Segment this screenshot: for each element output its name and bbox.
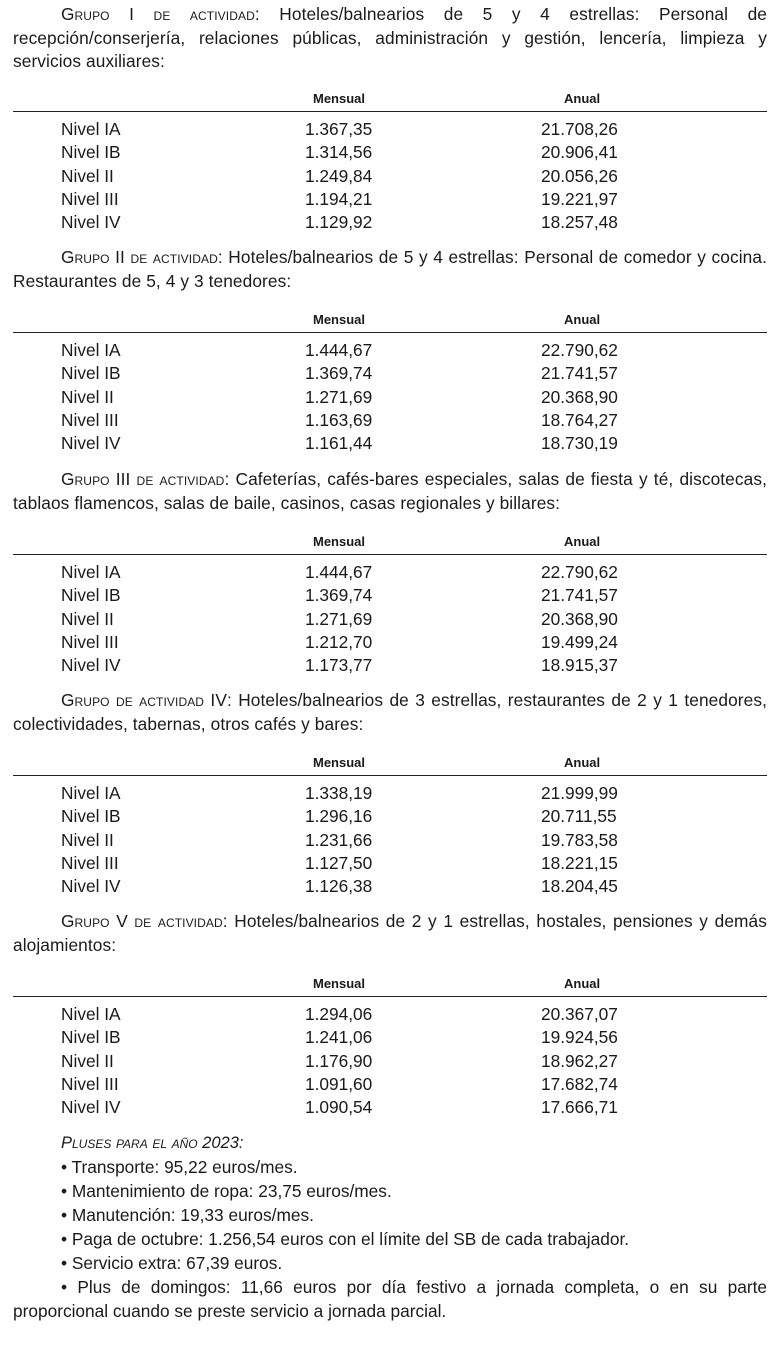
nivel-cell: Nivel II [61,608,114,629]
table-row [13,1096,767,1119]
nivel-cell: Nivel IV [61,433,121,454]
group-2 [13,246,767,293]
mensual-cell: 1.090,54 [305,1097,373,1118]
table-row [13,409,767,432]
nivel-cell: Nivel III [61,188,119,209]
anual-cell: 17.682,74 [541,1073,618,1094]
pluses-item-manutencion: • Manutención: 19,33 euros/mes. [61,1205,314,1225]
anual-cell: 19.499,24 [541,631,618,652]
anual-cell: 20.056,26 [541,165,618,186]
group-1-text: : Hoteles/balnearios de 5 y 4 estrellas: Personal de recepción/conserjería, relaciones públicas, administración y gestión, lencería, limpieza y servicios auxiliares: [13,4,768,71]
mensual-cell: 1.294,06 [305,1004,373,1024]
mensual-cell: 1.338,19 [305,783,373,803]
nivel-cell: Nivel IA [61,119,121,139]
nivel-cell: Nivel IB [61,585,121,606]
table-row [13,1050,767,1073]
header-anual: Anual [564,312,601,327]
mensual-cell: 1.129,92 [305,212,373,233]
table-row [13,141,767,164]
anual-cell: 19.221,97 [541,188,618,209]
anual-cell: 18.204,45 [541,876,618,897]
nivel-cell: Nivel IV [61,212,121,233]
header-anual: Anual [564,755,601,770]
table-row [13,829,767,852]
group-3 [13,468,767,515]
group-5-description [13,910,767,957]
pluses-title-year: 2023: [197,1134,244,1152]
mensual-cell: 1.126,38 [305,876,373,897]
group-2-table [13,308,767,455]
nivel-cell: Nivel IA [61,783,121,803]
header-mensual: Mensual [313,976,366,991]
group-1-description [13,3,767,74]
header-anual: Anual [564,976,601,991]
mensual-cell: 1.231,66 [305,829,373,850]
header-mensual: Mensual [313,91,366,106]
table-header [13,972,767,997]
group-5-table [13,972,767,1119]
group-1-label: Grupo I de actividad [61,4,255,24]
group-4 [13,689,767,736]
nivel-cell: Nivel II [61,386,114,407]
group-4-table [13,751,767,898]
table-row [13,631,767,654]
nivel-cell: Nivel IV [61,876,121,897]
anual-cell: 20.368,90 [541,386,618,407]
mensual-cell: 1.249,84 [305,165,373,186]
anual-cell: 18.764,27 [541,409,618,430]
group-4-label: Grupo de actividad IV [61,690,227,710]
pluses-title-label: Pluses para el año [61,1134,198,1152]
group-3-description [13,468,767,515]
anual-cell: 20.906,41 [541,142,618,163]
nivel-cell: Nivel III [61,631,119,652]
nivel-cell: Nivel IB [61,806,121,827]
group-2-text: : Hoteles/balnearios de 5 y 4 estrellas: Personal de comedor y cocina. Restaurantes de 5, 4 y 3 tenedores: [13,247,767,291]
anual-cell: 21.708,26 [541,119,618,139]
anual-cell: 21.741,57 [541,363,618,384]
table-row [13,1003,767,1026]
header-mensual: Mensual [313,312,366,327]
mensual-cell: 1.176,90 [305,1050,373,1071]
anual-cell: 18.257,48 [541,212,618,233]
mensual-cell: 1.212,70 [305,631,373,652]
table-row [13,386,767,409]
nivel-cell: Nivel IV [61,655,121,676]
nivel-cell: Nivel III [61,1073,119,1094]
anual-cell: 22.790,62 [541,562,618,582]
mensual-cell: 1.271,69 [305,386,373,407]
anual-cell: 21.999,99 [541,783,618,803]
mensual-cell: 1.444,67 [305,340,373,360]
mensual-cell: 1.296,16 [305,806,373,827]
mensual-cell: 1.367,35 [305,119,373,139]
pluses-title [13,1131,767,1155]
table-row [13,608,767,631]
table-header [13,751,767,776]
table-row [13,165,767,188]
table-row [13,852,767,875]
anual-cell: 18.730,19 [541,433,618,454]
nivel-cell: Nivel IA [61,562,121,582]
pluses-section [13,1131,767,1323]
anual-cell: 18.915,37 [541,655,618,676]
table-row [13,432,767,455]
mensual-cell: 1.173,77 [305,655,373,676]
anual-cell: 19.924,56 [541,1027,618,1048]
mensual-cell: 1.194,21 [305,188,373,209]
table-row [13,654,767,677]
nivel-cell: Nivel IB [61,1027,121,1048]
anual-cell: 20.368,90 [541,608,618,629]
table-row [13,362,767,385]
pluses-item-paga-octubre: • Paga de octubre: 1.256,54 euros con el límite del SB de cada trabajador. [61,1229,630,1249]
group-3-text: : Cafeterías, cafés-bares especiales, salas de fiesta y té, discotecas, tablaos flamencos, salas de baile, casinos, casas regionales y billares: [13,469,767,513]
table-row [13,782,767,805]
mensual-cell: 1.091,60 [305,1073,373,1094]
nivel-cell: Nivel III [61,409,119,430]
table-header [13,87,767,112]
anual-cell: 19.783,58 [541,829,618,850]
table-row [13,1073,767,1096]
group-5-text: : Hoteles/balnearios de 2 y 1 estrellas, hostales, pensiones y demás alojamientos: [13,911,767,955]
mensual-cell: 1.163,69 [305,409,373,430]
mensual-cell: 1.127,50 [305,852,373,873]
anual-cell: 18.962,27 [541,1050,618,1071]
table-row [13,561,767,584]
pluses-item-domingos: • Plus de domingos: 11,66 euros por día festivo a jornada completa, o en su parte proporcional cuando se preste servicio a jornada parcial. [13,1277,767,1321]
table-header [13,530,767,555]
table-header [13,308,767,333]
mensual-cell: 1.271,69 [305,608,373,629]
mensual-cell: 1.369,74 [305,585,373,606]
anual-cell: 20.711,55 [541,806,617,827]
pluses-item-servicio-extra: • Servicio extra: 67,39 euros. [61,1253,283,1273]
anual-cell: 17.666,71 [541,1097,618,1118]
group-5-label: Grupo V de actividad [61,911,223,931]
mensual-cell: 1.161,44 [305,433,373,454]
nivel-cell: Nivel IV [61,1097,121,1118]
group-1 [13,3,767,74]
table-row [13,805,767,828]
group-4-description [13,689,767,736]
table-row [13,118,767,141]
pluses-item-ropa: • Mantenimiento de ropa: 23,75 euros/mes. [61,1181,392,1201]
nivel-cell: Nivel IB [61,363,121,384]
header-anual: Anual [564,91,601,106]
table-row [13,1026,767,1049]
group-4-text: : Hoteles/balnearios de 3 estrellas, restaurantes de 2 y 1 tenedores, colectividades, tabernas, otros cafés y bares: [13,690,768,734]
group-3-table [13,530,767,677]
table-row [13,584,767,607]
mensual-cell: 1.444,67 [305,562,373,582]
nivel-cell: Nivel III [61,852,119,873]
header-mensual: Mensual [313,534,366,549]
table-row [13,188,767,211]
anual-cell: 22.790,62 [541,340,618,360]
nivel-cell: Nivel II [61,1050,114,1071]
group-1-table [13,87,767,234]
nivel-cell: Nivel IB [61,142,121,163]
anual-cell: 20.367,07 [541,1004,618,1024]
nivel-cell: Nivel IA [61,340,121,360]
table-row [13,339,767,362]
nivel-cell: Nivel II [61,165,114,186]
mensual-cell: 1.314,56 [305,142,373,163]
nivel-cell: Nivel II [61,829,114,850]
table-row [13,211,767,234]
nivel-cell: Nivel IA [61,1004,121,1024]
pluses-item-transporte: • Transporte: 95,22 euros/mes. [61,1157,298,1177]
header-mensual: Mensual [313,755,366,770]
anual-cell: 21.741,57 [541,585,618,606]
group-2-description [13,246,767,293]
header-anual: Anual [564,534,601,549]
group-3-label: Grupo III de actividad [61,469,225,489]
group-2-label: Grupo II de actividad [61,247,218,267]
mensual-cell: 1.241,06 [305,1027,373,1048]
table-row [13,875,767,898]
group-5 [13,910,767,957]
mensual-cell: 1.369,74 [305,363,373,384]
anual-cell: 18.221,15 [541,852,618,873]
